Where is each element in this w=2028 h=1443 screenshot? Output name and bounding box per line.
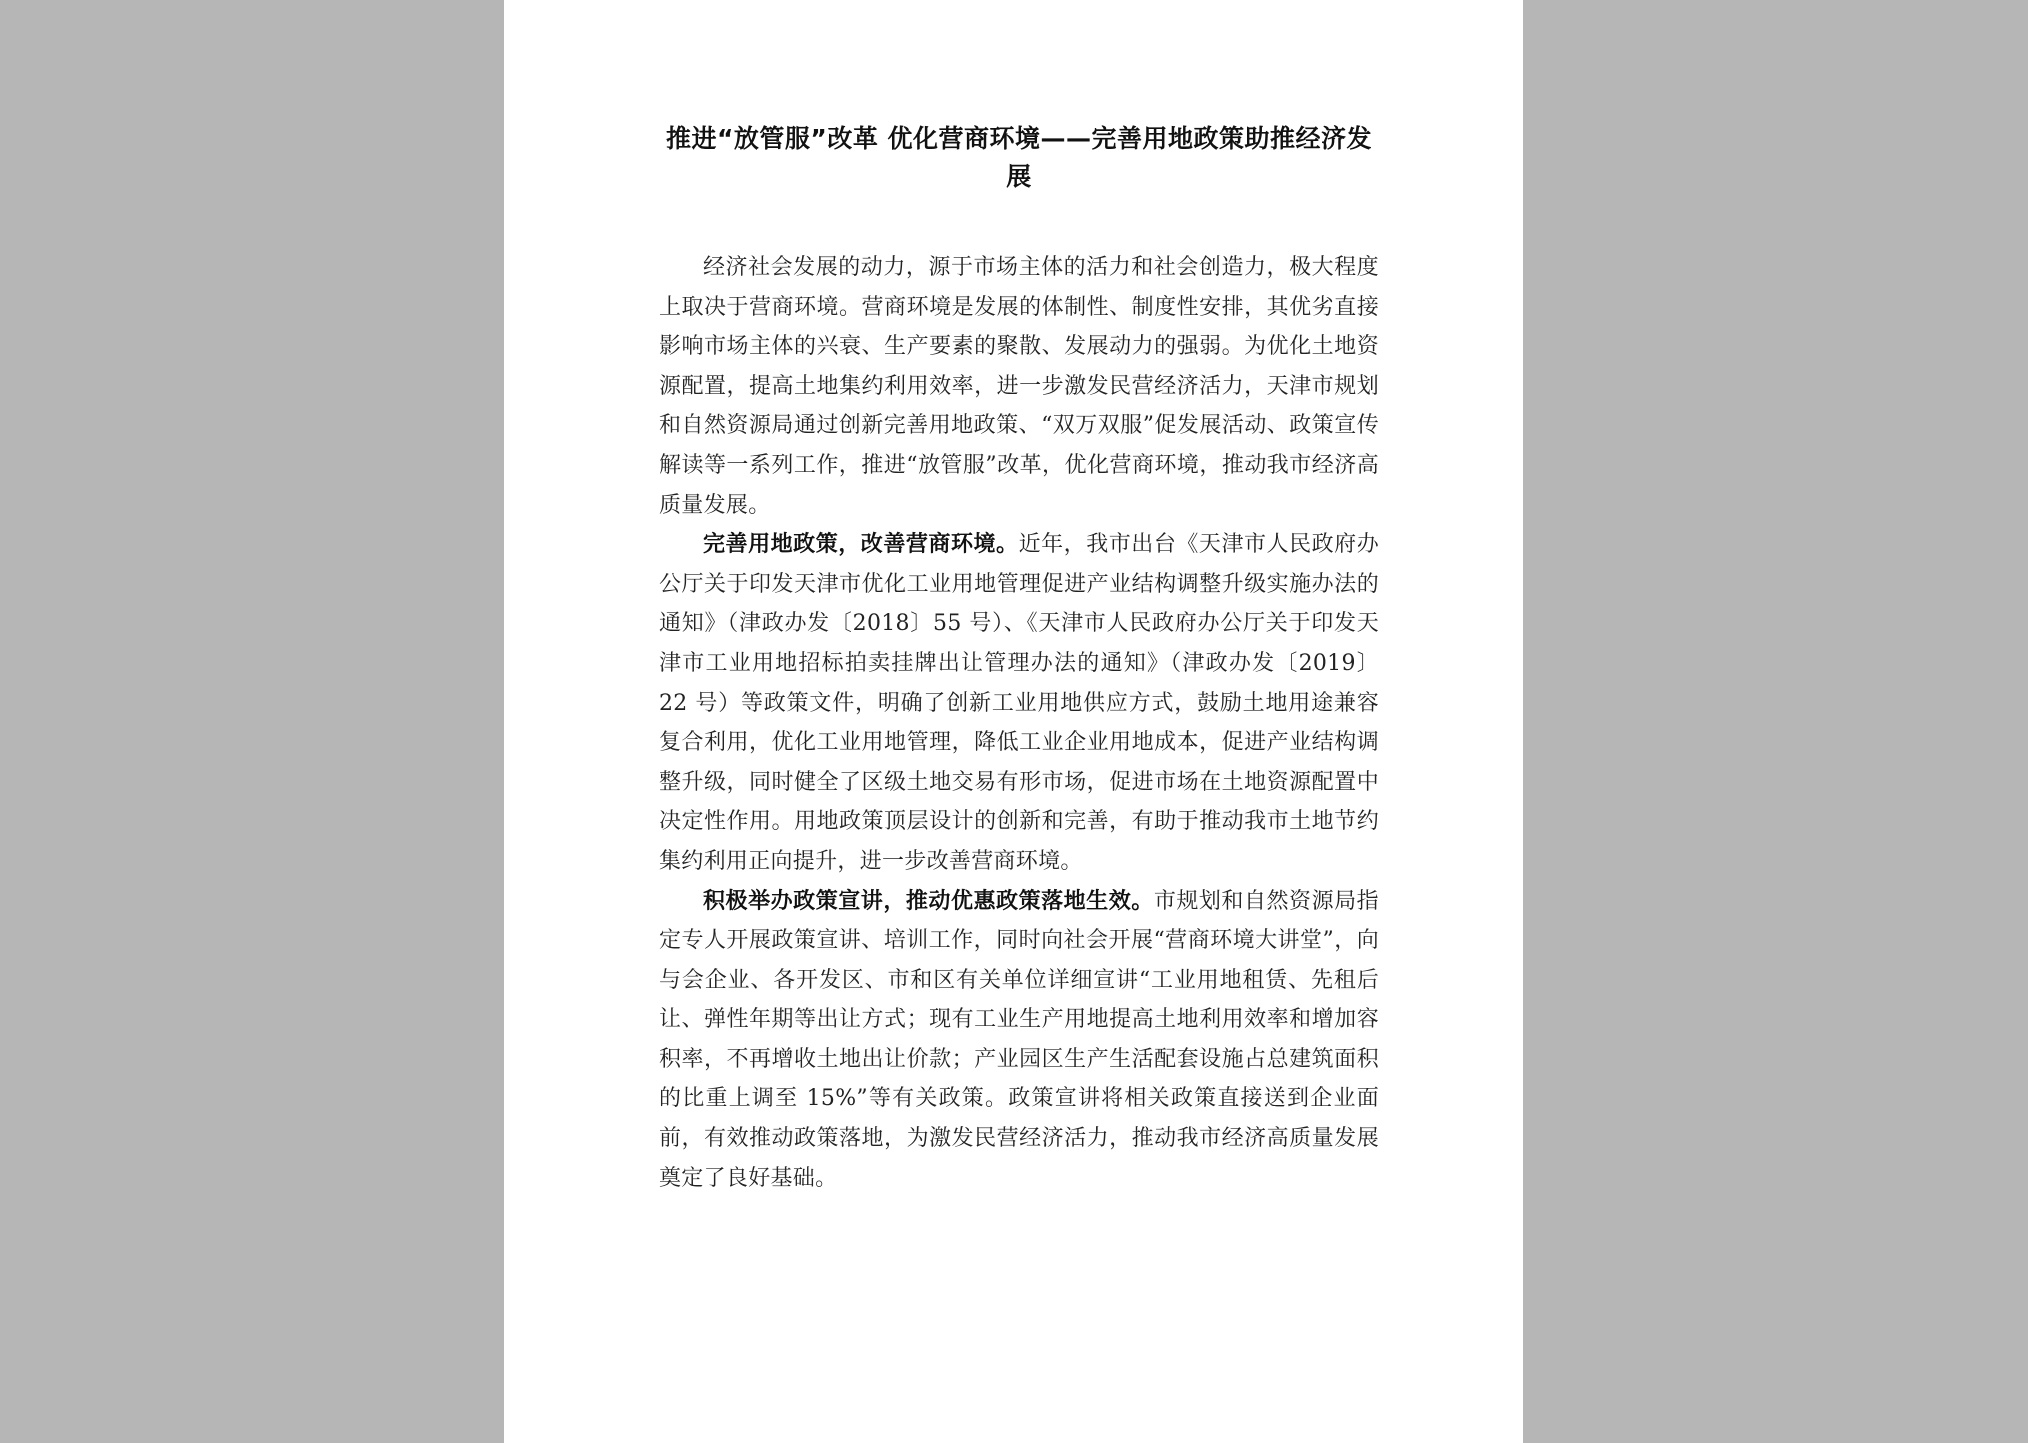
page-content [659,120,1379,1198]
paragraph-lead: 积极举办政策宣讲，推动优惠政策落地生效。 [703,888,1154,914]
paragraph-policy-promotion [659,882,1379,1199]
paragraph-text: 经济社会发展的动力，源于市场主体的活力和社会创造力，极大程度上取决于营商环境。营商环境是发展的体制性、制度性安排，其优劣直接影响市场主体的兴衰、生产要素的聚散、发展动力的强弱。为优化土地资源配置，提高土地集约利用效率，进一步激发民营经济活力，天津市规划和自然资源局通过创新完善用地政策、“双万双服”促发展活动、政策宣传解读等一系列工作，推进“放管服”改革，优化营商环境，推动我市经济高质量发展。 [659,255,1379,518]
paragraph-intro [659,248,1379,525]
document-body [659,248,1379,1198]
paragraph-text: 近年，我市出台《天津市人民政府办公厅关于印发天津市优化工业用地管理促进产业结构调整升级实施办法的通知》（津政办发〔2018〕55 号）、《天津市人民政府办公厅关于印发天津市工业用地招标拍卖挂牌出让管理办法的通知》（津政办发〔2019〕22 号）等政策文件，明确了创新工业用地供应方式，鼓励土地用途兼容复合利用，优化工业用地管理，降低工业企业用地成本，促进产业结构调整升级，同时健全了区级土地交易有形市场，促进市场在土地资源配置中决定性作用。用地政策顶层设计的创新和完善，有助于推动我市土地节约集约利用正向提升，进一步改善营商环境。 [659,532,1379,874]
paragraph-land-policy [659,525,1379,881]
paragraph-lead: 完善用地政策，改善营商环境。 [703,532,1019,558]
document-title: 推进“放管服”改革 优化营商环境——完善用地政策助推经济发展 [665,124,1373,191]
document-page [504,0,1523,1443]
paragraph-text: 市规划和自然资源局指定专人开展政策宣讲、培训工作，同时向社会开展“营商环境大讲堂”，向与会企业、各开发区、市和区有关单位详细宣讲“工业用地租赁、先租后让、弹性年期等出让方式；现有工业生产用地提高土地利用效率和增加容积率，不再增收土地出让价款；产业园区生产生活配套设施占总建筑面积的比重上调至 15%”等有关政策。政策宣讲将相关政策直接送到企业面前，有效推动政策落地，为激发民营经济活力，推动我市经济高质量发展奠定了良好基础。 [659,888,1379,1191]
